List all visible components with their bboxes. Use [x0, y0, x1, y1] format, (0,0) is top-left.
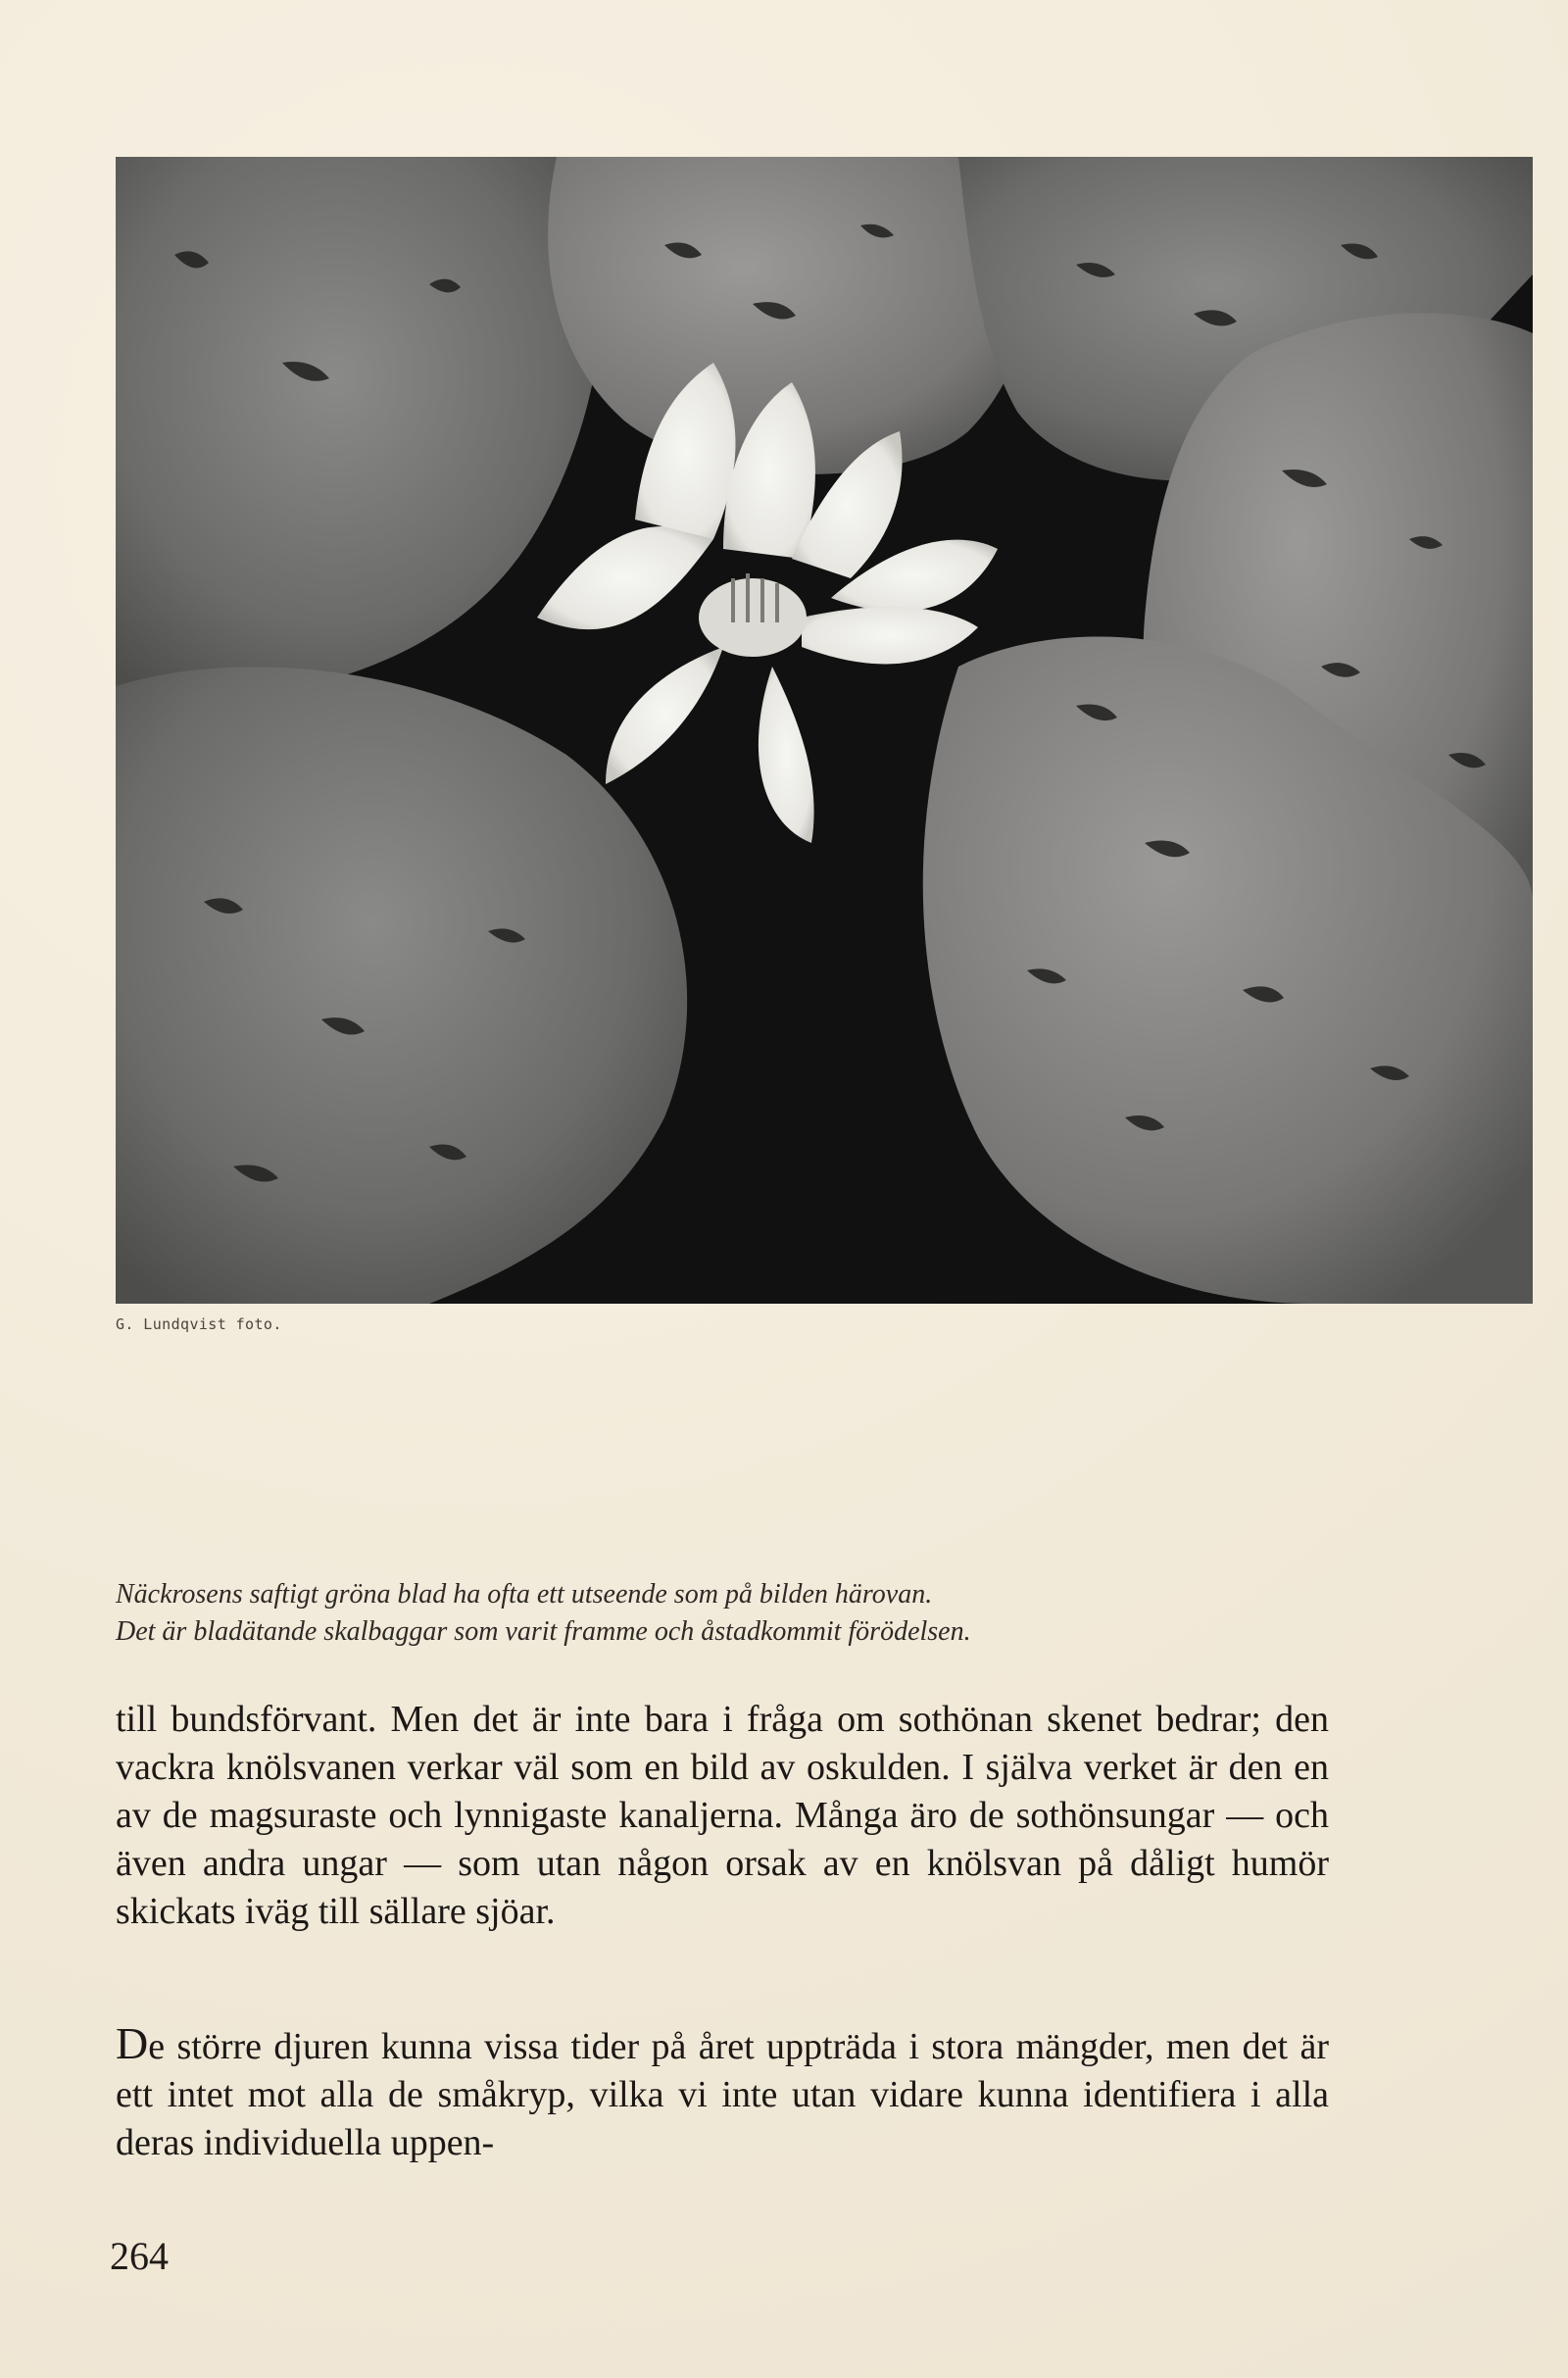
photo-caption [116, 1576, 1301, 1651]
caption-line-2: Det är bladätande skalbaggar som varit framme och åstadkommit förödelsen. [116, 1616, 971, 1647]
photo-credit: G. Lundqvist foto. [116, 1315, 282, 1333]
caption-line-1: Näckrosens saftigt gröna blad ha ofta ett utseende som på bilden härovan. [116, 1579, 933, 1610]
water-lily-photograph [116, 157, 1533, 1304]
body-paragraph-2 [116, 2019, 1329, 2167]
drop-cap: D [116, 2018, 149, 2068]
body-paragraph-1: till bundsförvant. Men det är inte bara i fråga om sothönan skenet bedrar; den vackra knölsvanen verkar väl som en bild av oskulden. I själva verket är den en av de magsuraste och lynnigaste kanaljerna. Många äro de sothönsungar — och även andra ungar — som utan någon orsak av en knölsvan på dåligt humör skickats iväg till sällare sjöar. [116, 1699, 1329, 1932]
paragraph-2-text: e större djuren kunna vissa tider på året uppträda i stora mängder, men det är ett intet mot alla de småkryp, vilka vi inte utan vidare kunna identifiera i alla deras individuella uppen- [116, 2026, 1329, 2163]
page-number: 264 [110, 2234, 169, 2278]
